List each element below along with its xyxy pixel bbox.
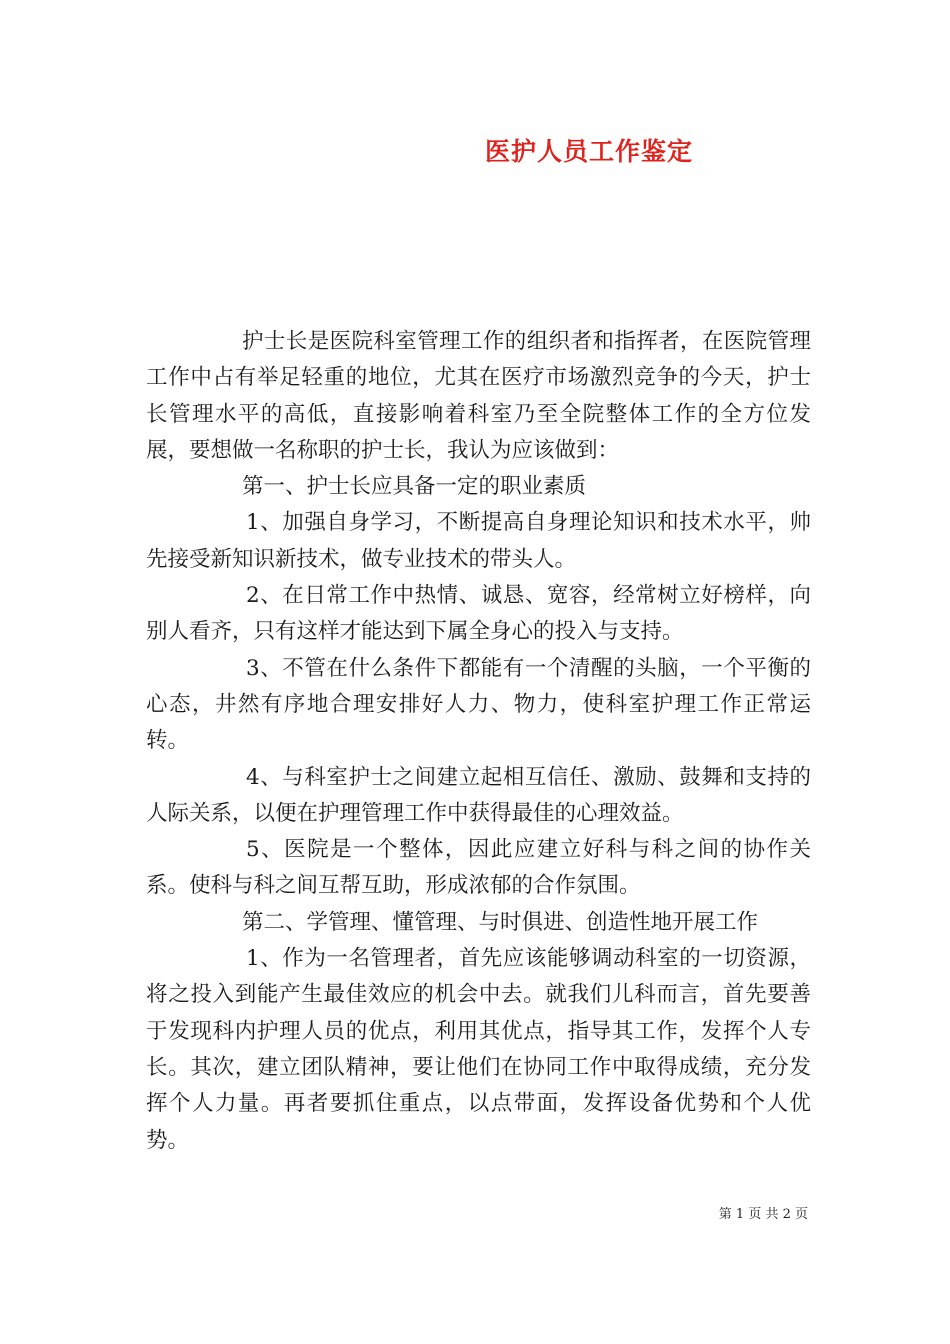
paragraph-item: 5、医院是一个整体，因此应建立好科与科之间的协作关系。使科与科之间互帮互助，形成浓郁的合作氛围。	[146, 837, 811, 899]
section-heading-2: 第二、学管理、懂管理、与时俱进、创造性地开展工作	[242, 909, 759, 935]
intro-paragraph: 护士长是医院科室管理工作的组织者和指挥者，在医院管理工作中占有举足轻重的地位，尤其在医疗市场激烈竞争的今天，护士长管理水平的高低，直接影响着科室乃至全院整体工作的全方位发展，要想做一名称职的护士长，我认为应该做到：	[146, 329, 811, 463]
document-title: 医护人员工作鉴定	[484, 137, 693, 166]
document-body	[146, 324, 811, 1159]
paragraph-item: 1、作为一名管理者，首先应该能够调动科室的一切资源，将之投入到能产生最佳效应的机会中去。就我们儿科而言，首先要善于发现科内护理人员的优点，利用其优点，指导其工作，发挥个人专长。其次，建立团队精神，要让他们在协同工作中取得成绩，充分发挥个人力量。再者要抓住重点，以点带面，发挥设备优势和个人优势。	[146, 946, 811, 1153]
page-number: 第 1 页 共 2 页	[718, 1207, 808, 1222]
paragraph-item: 4、与科室护士之间建立起相互信任、激励、鼓舞和支持的人际关系，以便在护理管理工作中获得最佳的心理效益。	[146, 764, 811, 826]
paragraph-item: 2、在日常工作中热情、诚恳、宽容，经常树立好榜样，向别人看齐，只有这样才能达到下属全身心的投入与支持。	[146, 583, 811, 645]
paragraph-item: 3、不管在什么条件下都能有一个清醒的头脑，一个平衡的心态，井然有序地合理安排好人力、物力，使科室护理工作正常运转。	[146, 655, 811, 754]
section-heading-1: 第一、护士长应具备一定的职业素质	[242, 474, 587, 500]
paragraph-item: 1、加强自身学习，不断提高自身理论知识和技术水平，帅先接受新知识新技术，做专业技术的带头人。	[146, 510, 811, 572]
